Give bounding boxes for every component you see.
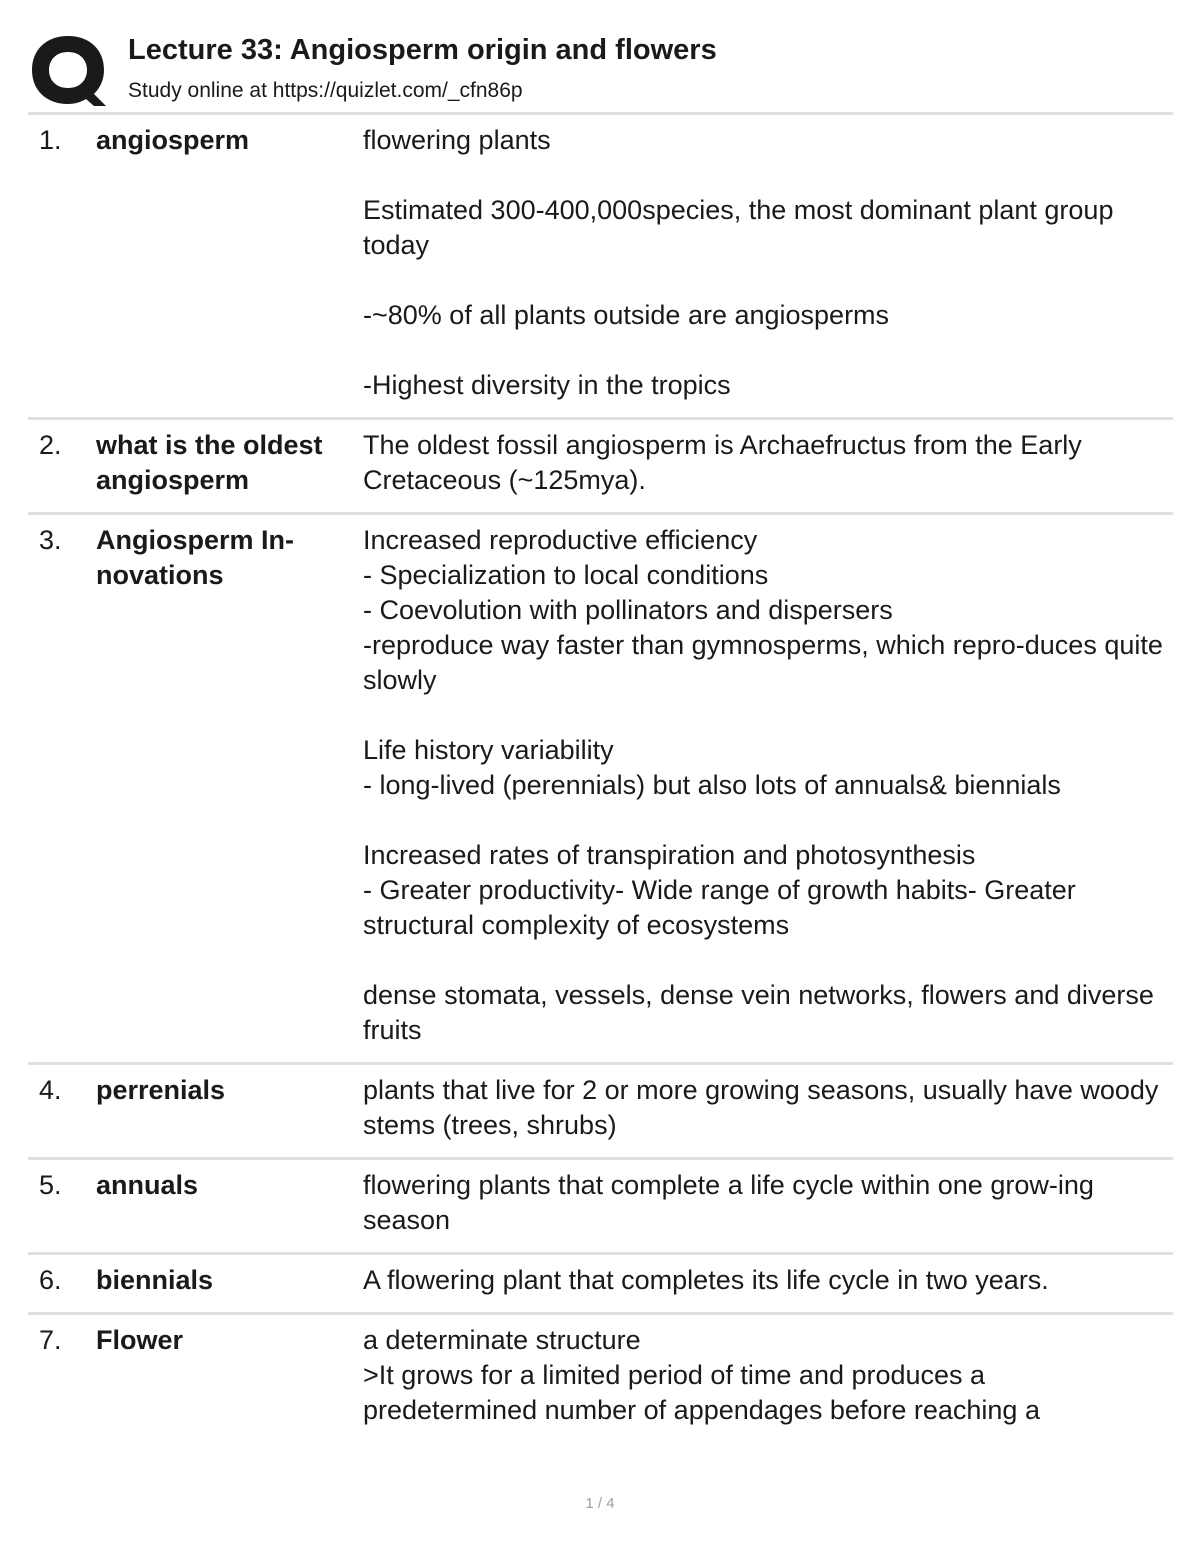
flashcard-list — [28, 115, 1173, 1442]
definition-line: A flowering plant that completes its life cycle in two years. — [363, 1265, 1049, 1295]
definition-line: The oldest fossil angiosperm is Archaefructus from the Early Cretaceous (~125mya). — [363, 430, 1090, 495]
card-definition — [363, 1263, 1173, 1298]
page-title: Lecture 33: Angiosperm origin and flowers — [128, 34, 717, 66]
definition-line: -reproduce way faster than gymnosperms, which repro-duces quite slowly — [363, 630, 1171, 695]
card-term: Flower — [96, 1325, 184, 1355]
card-number: 1. — [39, 125, 62, 155]
definition-line — [363, 943, 1163, 978]
flashcard-row — [28, 115, 1173, 420]
flashcard-row — [28, 1255, 1173, 1315]
definition-line: - Coevolution with pollinators and dispersers — [363, 595, 893, 625]
definition-line — [363, 158, 1163, 193]
definition-line: - Specialization to local conditions — [363, 560, 769, 590]
definition-line: Estimated 300-400,000species, the most dominant plant group today — [363, 195, 1121, 260]
card-number: 4. — [39, 1075, 62, 1105]
quizlet-q-logo-icon — [28, 30, 108, 110]
flashcard-row — [28, 420, 1173, 515]
definition-line: - Greater productivity- Wide range of growth habits- Greater structural complexity of ecosystems — [363, 875, 1084, 940]
card-number: 2. — [39, 430, 62, 460]
definition-line: flowering plants — [363, 125, 551, 155]
card-definition — [363, 1323, 1173, 1428]
card-number: 3. — [39, 525, 62, 555]
definition-line: -~80% of all plants outside are angiosperms — [363, 300, 890, 330]
card-term: perrenials — [96, 1075, 226, 1105]
card-term: what is the oldest angiosperm — [96, 430, 323, 495]
study-online-link[interactable]: Study online at https://quizlet.com/_cfn86p — [128, 79, 523, 102]
flashcard-row — [28, 1160, 1173, 1255]
definition-line: - long-lived (perennials) but also lots of annuals& biennials — [363, 770, 1061, 800]
card-definition — [363, 428, 1173, 498]
definition-line — [363, 698, 1163, 733]
card-definition — [363, 1168, 1173, 1238]
definition-line: -Highest diversity in the tropics — [363, 370, 731, 400]
definition-line — [363, 333, 1163, 368]
definition-line: flowering plants that complete a life cycle within one grow-ing season — [363, 1170, 1102, 1235]
document-header — [28, 26, 1173, 114]
definition-line: Increased rates of transpiration and photosynthesis — [363, 840, 976, 870]
card-number: 5. — [39, 1170, 62, 1200]
flashcard-row — [28, 1315, 1173, 1442]
card-term: annuals — [96, 1170, 199, 1200]
definition-line: dense stomata, vessels, dense vein networks, flowers and diverse fruits — [363, 980, 1162, 1045]
card-definition — [363, 123, 1173, 403]
definition-line: Increased reproductive efficiency — [363, 525, 758, 555]
card-definition — [363, 1073, 1173, 1143]
definition-line: a determinate structure — [363, 1325, 641, 1355]
card-term: angiosperm — [96, 125, 250, 155]
definition-line: Life history variability — [363, 735, 614, 765]
flashcard-row — [28, 515, 1173, 1065]
definition-line — [363, 263, 1163, 298]
definition-line: >It grows for a limited period of time and produces a predetermined number of appendages before reaching a — [363, 1360, 1040, 1425]
definition-line — [363, 803, 1163, 838]
definition-line: plants that live for 2 or more growing seasons, usually have woody stems (trees, shrubs) — [363, 1075, 1166, 1140]
flashcard-row — [28, 1065, 1173, 1160]
card-number: 7. — [39, 1325, 62, 1355]
card-definition — [363, 523, 1173, 1048]
page-number: 1 / 4 — [585, 1495, 615, 1512]
card-term: Angiosperm In-novations — [96, 525, 295, 590]
card-number: 6. — [39, 1265, 62, 1295]
card-term: biennials — [96, 1265, 214, 1295]
